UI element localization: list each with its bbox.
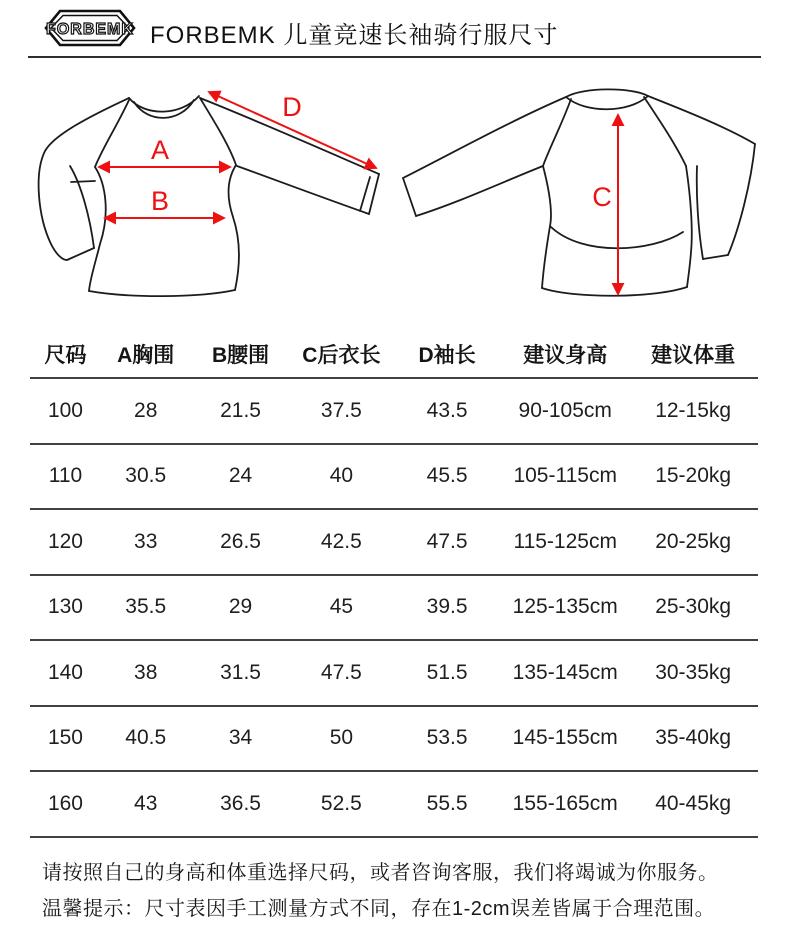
shirt-front-diagram <box>18 68 398 320</box>
cell-size: 100 <box>47 398 83 422</box>
cell-sleeve: 45.5 <box>426 464 468 488</box>
table-row-110 <box>30 445 758 511</box>
front-shirt-outline <box>39 96 379 296</box>
cell-sleeve: 39.5 <box>426 595 468 619</box>
measure-label-c: C <box>592 182 612 212</box>
size-table <box>30 330 758 838</box>
cell-height: 90-105cm <box>518 398 612 422</box>
cell-size: 110 <box>48 464 83 488</box>
cell-weight: 20-25kg <box>655 529 732 553</box>
size-table-header-row <box>30 330 758 379</box>
column-header-back-length: C后衣长 <box>302 343 381 367</box>
cell-waist: 36.5 <box>220 791 261 815</box>
table-row-160 <box>30 772 758 838</box>
column-header-size: 尺码 <box>44 343 87 367</box>
cell-size: 130 <box>47 595 83 619</box>
cell-height: 155-165cm <box>512 791 618 815</box>
cell-back-length: 50 <box>329 726 354 750</box>
cell-waist: 26.5 <box>220 529 261 553</box>
cell-sleeve: 43.5 <box>426 398 468 422</box>
cell-sleeve: 51.5 <box>426 660 468 684</box>
cell-weight: 40-45kg <box>655 791 732 815</box>
cell-chest: 33 <box>134 529 158 553</box>
cell-weight: 35-40kg <box>655 726 732 750</box>
cell-chest: 30.5 <box>125 464 167 488</box>
cell-back-length: 42.5 <box>320 529 362 553</box>
cell-height: 105-115cm <box>513 464 617 488</box>
cell-waist: 21.5 <box>220 398 261 422</box>
shirt-back-diagram <box>390 68 788 320</box>
cell-weight: 12-15kg <box>655 398 732 422</box>
cell-waist: 34 <box>228 726 253 750</box>
cell-weight: 25-30kg <box>655 595 732 619</box>
cell-size: 140 <box>47 660 83 684</box>
cell-size: 120 <box>47 529 83 553</box>
cell-back-length: 47.5 <box>320 660 362 684</box>
cell-chest: 43 <box>134 791 158 815</box>
measure-label-a: A <box>150 135 170 165</box>
table-row-120 <box>30 510 758 576</box>
brand-logo <box>44 8 136 48</box>
cell-back-length: 37.5 <box>320 398 362 422</box>
cell-height: 125-135cm <box>512 595 618 619</box>
cell-waist: 31.5 <box>220 660 261 684</box>
cell-back-length: 52.5 <box>320 791 362 815</box>
column-header-weight: 建议体重 <box>651 343 736 367</box>
cell-sleeve: 47.5 <box>426 529 468 553</box>
cell-chest: 38 <box>134 660 158 684</box>
logo-text: FORBEMK <box>46 21 134 38</box>
cell-chest: 35.5 <box>125 595 167 619</box>
cell-waist: 24 <box>228 464 253 488</box>
cell-height: 135-145cm <box>512 660 618 684</box>
column-header-height: 建议身高 <box>523 343 608 367</box>
column-header-waist: B腰围 <box>211 343 270 367</box>
cell-chest: 28 <box>134 398 158 422</box>
measure-label-b: B <box>150 186 170 216</box>
table-row-130 <box>30 576 758 642</box>
cell-back-length: 40 <box>329 464 354 488</box>
cell-chest: 40.5 <box>125 726 167 750</box>
cell-weight: 30-35kg <box>655 660 732 684</box>
measure-label-d: D <box>282 92 302 122</box>
cell-waist: 29 <box>228 595 253 619</box>
cell-height: 145-155cm <box>512 726 618 750</box>
table-row-150 <box>30 707 758 773</box>
column-header-chest: A胸围 <box>117 343 175 367</box>
column-header-sleeve: D袖长 <box>418 343 476 367</box>
cell-size: 160 <box>47 791 83 815</box>
footer-notes <box>42 855 719 927</box>
table-row-100 <box>30 379 758 445</box>
cell-height: 115-125cm <box>513 529 617 553</box>
cell-back-length: 45 <box>329 595 354 619</box>
footer-note-line1: 请按照自己的身高和体重选择尺码，或者咨询客服，我们将竭诚为你服务。 <box>42 862 719 884</box>
cell-sleeve: 55.5 <box>426 791 468 815</box>
cell-sleeve: 53.5 <box>426 726 468 750</box>
header-divider <box>28 56 761 58</box>
back-shirt-outline <box>403 89 755 295</box>
footer-note-line2: 温馨提示：尺寸表因手工测量方式不同，存在1-2cm误差皆属于合理范围。 <box>42 898 716 920</box>
back-measure-arrows <box>592 115 618 294</box>
cell-size: 150 <box>47 726 83 750</box>
cell-weight: 15-20kg <box>655 464 732 488</box>
page-title: FORBEMK 儿童竞速长袖骑行服尺寸 <box>150 22 559 49</box>
table-row-140 <box>30 641 758 707</box>
